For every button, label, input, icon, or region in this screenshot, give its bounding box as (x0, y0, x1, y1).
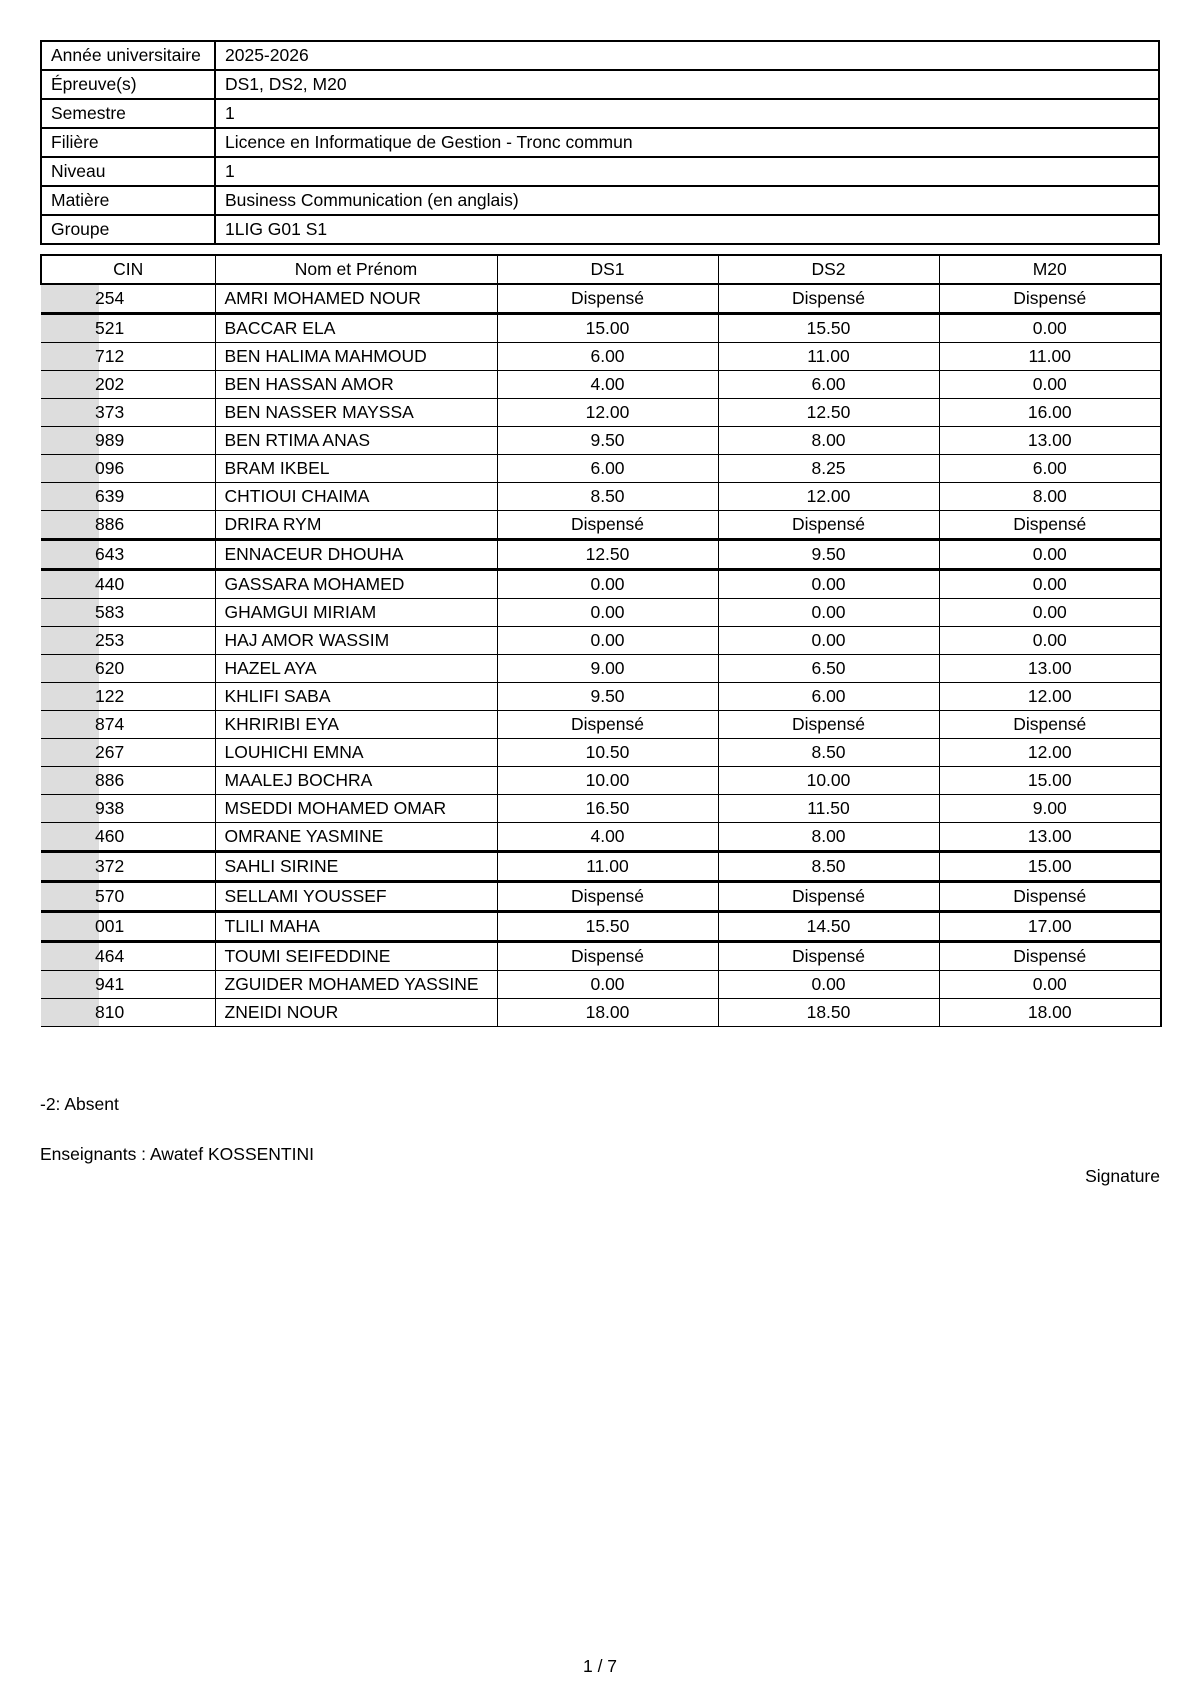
m20-grade-cell: Dispensé (939, 711, 1161, 739)
ds2-grade-cell: 14.50 (718, 912, 939, 942)
ds2-grade-cell: 0.00 (718, 570, 939, 599)
ds1-grade-cell: 12.50 (497, 540, 718, 570)
table-row (41, 284, 1161, 314)
student-name-cell: BEN HALIMA MAHMOUD (215, 343, 497, 371)
table-row (41, 711, 1161, 739)
course-info-row (41, 128, 1159, 157)
ds1-grade-cell: 0.00 (497, 570, 718, 599)
course-info-label: Épreuve(s) (41, 70, 215, 99)
ds2-grade-cell: Dispensé (718, 942, 939, 971)
table-row (41, 882, 1161, 912)
table-row (41, 371, 1161, 399)
cin-cell (41, 882, 215, 912)
m20-grade-cell: 13.00 (939, 655, 1161, 683)
student-name-cell: ZGUIDER MOHAMED YASSINE (215, 971, 497, 999)
redaction-mask (41, 627, 99, 655)
redaction-mask (41, 427, 99, 455)
ds1-grade-cell: Dispensé (497, 882, 718, 912)
table-row (41, 683, 1161, 711)
course-info-label: Filière (41, 128, 215, 157)
cin-value: 122 (95, 686, 125, 706)
student-name-cell: BEN RTIMA ANAS (215, 427, 497, 455)
cin-value: 372 (95, 856, 125, 876)
m20-grade-cell: 9.00 (939, 795, 1161, 823)
cin-cell (41, 399, 215, 427)
cin-value: 570 (95, 886, 125, 906)
cin-value: 440 (95, 574, 125, 594)
student-name-cell: TOUMI SEIFEDDINE (215, 942, 497, 971)
cin-value: 460 (95, 826, 125, 846)
m20-grade-cell: 0.00 (939, 627, 1161, 655)
student-name-cell: GASSARA MOHAMED (215, 570, 497, 599)
ds2-grade-cell: 15.50 (718, 314, 939, 343)
ds2-grade-cell: Dispensé (718, 511, 939, 540)
redaction-mask (41, 655, 99, 683)
student-name-cell: BEN NASSER MAYSSA (215, 399, 497, 427)
cin-cell (41, 711, 215, 739)
m20-grade-cell: Dispensé (939, 511, 1161, 540)
redaction-mask (41, 399, 99, 427)
ds1-grade-cell: 12.00 (497, 399, 718, 427)
m20-grade-cell: 16.00 (939, 399, 1161, 427)
m20-grade-cell: 0.00 (939, 314, 1161, 343)
m20-grade-cell: 15.00 (939, 767, 1161, 795)
cin-cell (41, 284, 215, 314)
student-name-cell: MSEDDI MOHAMED OMAR (215, 795, 497, 823)
cin-cell (41, 371, 215, 399)
ds2-grade-cell: 11.50 (718, 795, 939, 823)
table-row (41, 912, 1161, 942)
redaction-mask (41, 999, 99, 1027)
cin-cell (41, 511, 215, 540)
redaction-mask (41, 795, 99, 823)
cin-value: 001 (95, 916, 125, 936)
course-info-row (41, 157, 1159, 186)
student-name-cell: LOUHICHI EMNA (215, 739, 497, 767)
course-info-row (41, 186, 1159, 215)
ds1-grade-cell: 9.50 (497, 427, 718, 455)
redaction-mask (41, 371, 99, 399)
student-name-cell: KHLIFI SABA (215, 683, 497, 711)
course-info-value: 1LIG G01 S1 (215, 215, 1159, 244)
course-info-value: 2025-2026 (215, 41, 1159, 70)
cin-value: 989 (95, 430, 125, 450)
grades-table (40, 254, 1162, 1027)
ds2-grade-cell: 9.50 (718, 540, 939, 570)
cin-value: 810 (95, 1002, 125, 1022)
absence-legend: -2: Absent (40, 1094, 119, 1114)
ds1-grade-cell: 0.00 (497, 971, 718, 999)
redaction-mask (41, 343, 99, 371)
cin-cell (41, 795, 215, 823)
cin-value: 620 (95, 658, 125, 678)
cin-cell (41, 570, 215, 599)
m20-grade-cell: 0.00 (939, 371, 1161, 399)
m20-grade-cell: 11.00 (939, 343, 1161, 371)
m20-grade-cell: 0.00 (939, 570, 1161, 599)
cin-cell (41, 314, 215, 343)
redaction-mask (41, 455, 99, 483)
cin-cell (41, 852, 215, 882)
ds1-grade-cell: 15.00 (497, 314, 718, 343)
ds2-grade-cell: 0.00 (718, 599, 939, 627)
cin-cell (41, 971, 215, 999)
redaction-mask (41, 971, 99, 999)
column-header-cin: CIN (41, 255, 215, 284)
m20-grade-cell: 12.00 (939, 739, 1161, 767)
ds1-grade-cell: 9.50 (497, 683, 718, 711)
table-row (41, 739, 1161, 767)
cin-value: 886 (95, 770, 125, 790)
ds2-grade-cell: 8.25 (718, 455, 939, 483)
m20-grade-cell: 12.00 (939, 683, 1161, 711)
table-row (41, 942, 1161, 971)
ds2-grade-cell: 8.50 (718, 739, 939, 767)
student-name-cell: AMRI MOHAMED NOUR (215, 284, 497, 314)
teachers-line: Enseignants : Awatef KOSSENTINI (40, 1144, 314, 1164)
cin-cell (41, 683, 215, 711)
course-info-label: Groupe (41, 215, 215, 244)
cin-value: 639 (95, 486, 125, 506)
student-name-cell: SAHLI SIRINE (215, 852, 497, 882)
grades-header-row (41, 255, 1161, 284)
redaction-mask (41, 511, 99, 540)
student-name-cell: GHAMGUI MIRIAM (215, 599, 497, 627)
m20-grade-cell: 8.00 (939, 483, 1161, 511)
cin-value: 464 (95, 946, 125, 966)
ds1-grade-cell: 9.00 (497, 655, 718, 683)
table-row (41, 999, 1161, 1027)
table-row (41, 823, 1161, 852)
ds1-grade-cell: Dispensé (497, 284, 718, 314)
ds2-grade-cell: 0.00 (718, 971, 939, 999)
cin-value: 643 (95, 544, 125, 564)
cin-value: 096 (95, 458, 125, 478)
ds2-grade-cell: 0.00 (718, 627, 939, 655)
cin-value: 267 (95, 742, 125, 762)
ds2-grade-cell: 18.50 (718, 999, 939, 1027)
cin-value: 373 (95, 402, 125, 422)
m20-grade-cell: Dispensé (939, 942, 1161, 971)
ds1-grade-cell: 11.00 (497, 852, 718, 882)
ds2-grade-cell: 12.00 (718, 483, 939, 511)
ds2-grade-cell: Dispensé (718, 284, 939, 314)
student-name-cell: TLILI MAHA (215, 912, 497, 942)
ds1-grade-cell: 4.00 (497, 371, 718, 399)
student-name-cell: BACCAR ELA (215, 314, 497, 343)
column-header-name: Nom et Prénom (215, 255, 497, 284)
ds1-grade-cell: 15.50 (497, 912, 718, 942)
course-info-row (41, 70, 1159, 99)
redaction-mask (41, 483, 99, 511)
ds1-grade-cell: 10.50 (497, 739, 718, 767)
student-name-cell: ZNEIDI NOUR (215, 999, 497, 1027)
ds2-grade-cell: 6.50 (718, 655, 939, 683)
course-info-row (41, 215, 1159, 244)
cin-value: 253 (95, 630, 125, 650)
table-row (41, 767, 1161, 795)
student-name-cell: CHTIOUI CHAIMA (215, 483, 497, 511)
cin-value: 521 (95, 318, 125, 338)
ds1-grade-cell: 18.00 (497, 999, 718, 1027)
ds2-grade-cell: 8.00 (718, 823, 939, 852)
ds2-grade-cell: Dispensé (718, 882, 939, 912)
redaction-mask (41, 284, 99, 313)
cin-value: 941 (95, 974, 125, 994)
cin-value: 874 (95, 714, 125, 734)
ds1-grade-cell: Dispensé (497, 942, 718, 971)
course-info-label: Niveau (41, 157, 215, 186)
cin-cell (41, 343, 215, 371)
table-row (41, 343, 1161, 371)
ds1-grade-cell: Dispensé (497, 711, 718, 739)
ds1-grade-cell: 10.00 (497, 767, 718, 795)
cin-cell (41, 599, 215, 627)
ds1-grade-cell: 0.00 (497, 599, 718, 627)
cin-cell (41, 627, 215, 655)
ds2-grade-cell: 8.50 (718, 852, 939, 882)
table-row (41, 427, 1161, 455)
ds2-grade-cell: 10.00 (718, 767, 939, 795)
table-row (41, 599, 1161, 627)
course-info-label: Matière (41, 186, 215, 215)
course-info-value: Licence en Informatique de Gestion - Tronc commun (215, 128, 1159, 157)
m20-grade-cell: 0.00 (939, 971, 1161, 999)
column-header-m20: M20 (939, 255, 1161, 284)
ds1-grade-cell: 6.00 (497, 343, 718, 371)
redaction-mask (41, 540, 99, 569)
student-name-cell: KHRIRIBI EYA (215, 711, 497, 739)
cin-cell (41, 483, 215, 511)
table-row (41, 511, 1161, 540)
column-header-ds1: DS1 (497, 255, 718, 284)
table-row (41, 795, 1161, 823)
student-name-cell: SELLAMI YOUSSEF (215, 882, 497, 912)
redaction-mask (41, 599, 99, 627)
cin-cell (41, 427, 215, 455)
ds1-grade-cell: 16.50 (497, 795, 718, 823)
student-name-cell: ENNACEUR DHOUHA (215, 540, 497, 570)
ds2-grade-cell: 6.00 (718, 371, 939, 399)
cin-value: 886 (95, 514, 125, 534)
course-info-value: 1 (215, 99, 1159, 128)
table-row (41, 399, 1161, 427)
redaction-mask (41, 912, 99, 941)
ds2-grade-cell: 6.00 (718, 683, 939, 711)
student-name-cell: HAZEL AYA (215, 655, 497, 683)
course-info-row (41, 41, 1159, 70)
cin-value: 583 (95, 602, 125, 622)
ds1-grade-cell: 0.00 (497, 627, 718, 655)
m20-grade-cell: Dispensé (939, 284, 1161, 314)
redaction-mask (41, 739, 99, 767)
ds1-grade-cell: 8.50 (497, 483, 718, 511)
cin-cell (41, 999, 215, 1027)
redaction-mask (41, 767, 99, 795)
cin-value: 712 (95, 346, 125, 366)
cin-cell (41, 823, 215, 852)
ds2-grade-cell: 8.00 (718, 427, 939, 455)
course-info-row (41, 99, 1159, 128)
m20-grade-cell: 13.00 (939, 823, 1161, 852)
course-info-table (40, 40, 1160, 245)
cin-value: 202 (95, 374, 125, 394)
table-row (41, 483, 1161, 511)
ds1-grade-cell: Dispensé (497, 511, 718, 540)
redaction-mask (41, 711, 99, 739)
m20-grade-cell: Dispensé (939, 882, 1161, 912)
m20-grade-cell: 15.00 (939, 852, 1161, 882)
cin-cell (41, 767, 215, 795)
course-info-label: Année universitaire (41, 41, 215, 70)
student-name-cell: BRAM IKBEL (215, 455, 497, 483)
student-name-cell: HAJ AMOR WASSIM (215, 627, 497, 655)
course-info-value: 1 (215, 157, 1159, 186)
column-header-ds2: DS2 (718, 255, 939, 284)
student-name-cell: BEN HASSAN AMOR (215, 371, 497, 399)
table-row (41, 455, 1161, 483)
table-row (41, 570, 1161, 599)
ds1-grade-cell: 6.00 (497, 455, 718, 483)
cin-cell (41, 739, 215, 767)
cin-value: 938 (95, 798, 125, 818)
redaction-mask (41, 852, 99, 881)
cin-cell (41, 455, 215, 483)
table-row (41, 314, 1161, 343)
signature-label: Signature (1085, 1166, 1160, 1186)
m20-grade-cell: 17.00 (939, 912, 1161, 942)
table-row (41, 971, 1161, 999)
m20-grade-cell: 18.00 (939, 999, 1161, 1027)
table-row (41, 540, 1161, 570)
m20-grade-cell: 6.00 (939, 455, 1161, 483)
table-row (41, 627, 1161, 655)
m20-grade-cell: 13.00 (939, 427, 1161, 455)
redaction-mask (41, 683, 99, 711)
cin-cell (41, 540, 215, 570)
ds1-grade-cell: 4.00 (497, 823, 718, 852)
course-info-value: DS1, DS2, M20 (215, 70, 1159, 99)
redaction-mask (41, 823, 99, 852)
redaction-mask (41, 570, 99, 599)
student-name-cell: OMRANE YASMINE (215, 823, 497, 852)
student-name-cell: DRIRA RYM (215, 511, 497, 540)
redaction-mask (41, 882, 99, 911)
redaction-mask (41, 942, 99, 971)
course-info-value: Business Communication (en anglais) (215, 186, 1159, 215)
page-number: 1 / 7 (582, 1656, 618, 1676)
cin-cell (41, 912, 215, 942)
student-name-cell: MAALEJ BOCHRA (215, 767, 497, 795)
ds2-grade-cell: Dispensé (718, 711, 939, 739)
cin-cell (41, 942, 215, 971)
m20-grade-cell: 0.00 (939, 599, 1161, 627)
cin-cell (41, 655, 215, 683)
course-info-label: Semestre (41, 99, 215, 128)
cin-value: 254 (95, 288, 125, 308)
table-row (41, 655, 1161, 683)
redaction-mask (41, 314, 99, 343)
ds2-grade-cell: 11.00 (718, 343, 939, 371)
m20-grade-cell: 0.00 (939, 540, 1161, 570)
ds2-grade-cell: 12.50 (718, 399, 939, 427)
table-row (41, 852, 1161, 882)
